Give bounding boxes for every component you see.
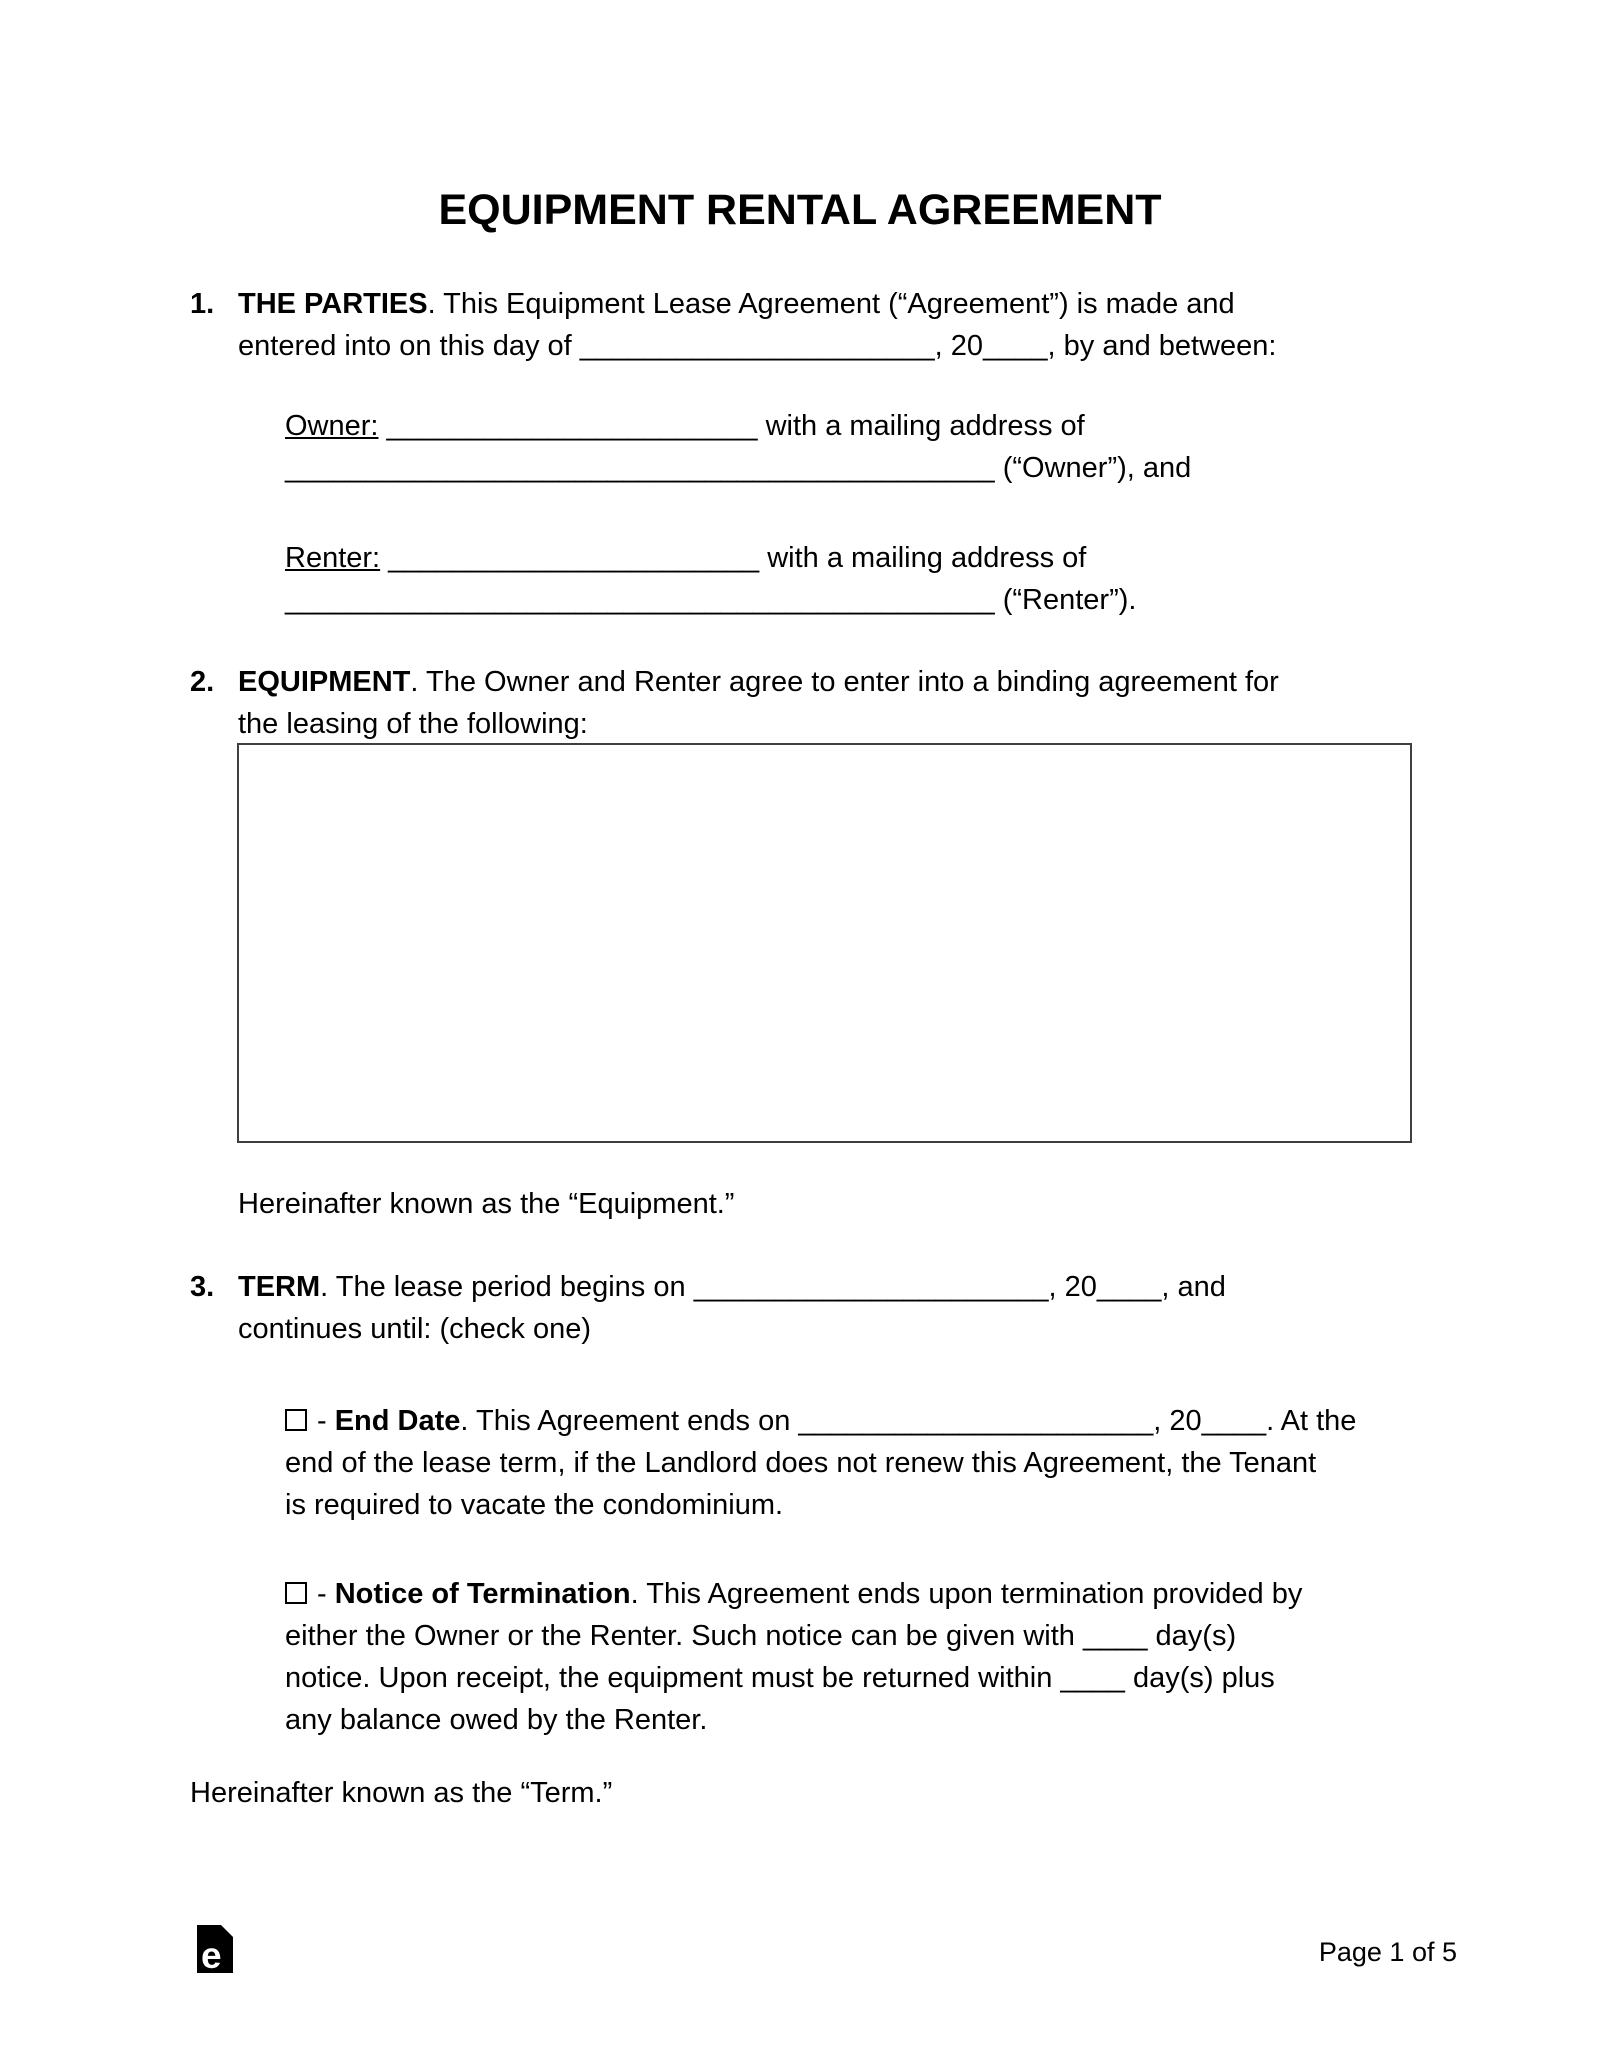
termination-line1-text: . This Agreement ends upon termination provided by — [630, 1578, 1303, 1610]
renter-label: Renter: — [285, 542, 381, 574]
term-hereinafter — [0, 1772, 1600, 1814]
renter-name-blank[interactable]: _______________________ — [388, 542, 760, 574]
eforms-logo — [197, 1925, 233, 1976]
equipment-line-2 — [238, 703, 1600, 745]
equipment-line1-text: . The Owner and Renter agree to enter into a binding agreement for — [410, 666, 1279, 698]
owner-address-blank[interactable]: ____________________________________________ — [285, 452, 995, 484]
renter-line1-post: with a mailing address of — [759, 542, 1087, 574]
owner-label: Owner: — [285, 410, 379, 442]
parties-line2-pre: entered into on this day of — [238, 330, 580, 362]
termination-line2-pre: either the Owner or the Renter. Such notice can be given with — [285, 1620, 1083, 1652]
end-date-heading: End Date — [334, 1405, 461, 1437]
owner-label-space — [378, 410, 386, 442]
termination-line-1 — [285, 1573, 1600, 1615]
parties-line2-post: , by and between: — [1047, 330, 1277, 362]
termination-line-4 — [285, 1699, 1600, 1741]
section-1-number: 1. — [190, 288, 215, 320]
end-date-blank[interactable]: ______________________ — [798, 1405, 1154, 1437]
lease-begin-date-blank[interactable]: ______________________ — [693, 1271, 1049, 1303]
termination-line-2 — [285, 1615, 1600, 1657]
termination-line-3 — [285, 1657, 1600, 1699]
renter-label-space — [380, 542, 388, 574]
equipment-hereinafter-text: Hereinafter known as the “Equipment.” — [238, 1188, 735, 1220]
equipment-description-box[interactable] — [237, 743, 1412, 1143]
agreement-day-blank[interactable]: ______________________ — [579, 330, 935, 362]
end-date-year-blank[interactable]: ____ — [1201, 1405, 1267, 1437]
parties-line-2 — [238, 325, 1600, 367]
document-title: EQUIPMENT RENTAL AGREEMENT — [438, 186, 1162, 234]
return-days-blank[interactable]: ____ — [1060, 1662, 1125, 1694]
termination-sep: - — [317, 1578, 335, 1610]
term-line1-pre: . The lease period begins on — [320, 1271, 694, 1303]
term-hereinafter-text: Hereinafter known as the “Term.” — [190, 1777, 613, 1809]
parties-line-1 — [238, 283, 1600, 325]
term-line2-text: continues until: (check one) — [238, 1313, 592, 1345]
end-date-line-2 — [285, 1442, 1600, 1484]
renter-line-2 — [285, 579, 1600, 621]
notice-days-blank[interactable]: ____ — [1082, 1620, 1148, 1652]
term-line-2 — [238, 1308, 1600, 1350]
end-date-sep: - — [317, 1405, 335, 1437]
lease-begin-year-blank[interactable]: ____ — [1096, 1271, 1162, 1303]
section-3-number: 3. — [190, 1271, 215, 1303]
parties-heading: THE PARTIES — [238, 288, 428, 320]
termination-checkbox[interactable] — [285, 1582, 307, 1604]
end-date-line3-text: is required to vacate the condominium. — [285, 1489, 784, 1521]
term-heading: TERM — [238, 1271, 321, 1303]
end-date-option — [0, 1400, 1600, 1526]
section-term — [0, 1266, 1600, 1350]
section-2-number: 2. — [190, 666, 215, 698]
termination-line3-pre: notice. Upon receipt, the equipment must be returned within — [285, 1662, 1061, 1694]
renter-address-blank[interactable]: ____________________________________________ — [285, 584, 995, 616]
equipment-line-1 — [238, 661, 1600, 703]
equipment-hereinafter — [0, 1183, 1600, 1225]
termination-line4-text: any balance owed by the Renter. — [285, 1704, 708, 1736]
parties-line2-mid: , 20 — [934, 330, 983, 362]
termination-line2-post: day(s) — [1147, 1620, 1237, 1652]
end-date-line1-post: . At the — [1266, 1405, 1357, 1437]
section-the-parties — [0, 283, 1600, 367]
equipment-heading: EQUIPMENT — [238, 666, 411, 698]
renter-line-1 — [285, 537, 1600, 579]
owner-line1-post: with a mailing address of — [757, 410, 1085, 442]
end-date-line1-pre: . This Agreement ends on — [460, 1405, 799, 1437]
section-equipment — [0, 661, 1600, 745]
termination-heading: Notice of Termination — [334, 1578, 631, 1610]
owner-line2-post: (“Owner”), and — [994, 452, 1192, 484]
owner-line-2 — [285, 447, 1600, 489]
end-date-line2-text: end of the lease term, if the Landlord does not renew this Agreement, the Tenant — [285, 1447, 1317, 1479]
equipment-line2-text: the leasing of the following: — [238, 708, 588, 740]
term-line-1 — [238, 1266, 1600, 1308]
term-line1-mid: , 20 — [1048, 1271, 1097, 1303]
renter-line2-post: (“Renter”). — [994, 584, 1137, 616]
renter-block — [0, 537, 1600, 621]
owner-block — [0, 405, 1600, 489]
end-date-line-3 — [285, 1484, 1600, 1526]
termination-option — [0, 1573, 1600, 1741]
parties-line1-text: . This Equipment Lease Agreement (“Agreement”) is made and — [427, 288, 1235, 320]
termination-line3-post: day(s) plus — [1124, 1662, 1275, 1694]
owner-name-blank[interactable]: _______________________ — [386, 410, 758, 442]
agreement-year-blank[interactable]: ____ — [983, 330, 1048, 362]
term-line1-post: , and — [1161, 1271, 1226, 1303]
end-date-line1-mid: , 20 — [1153, 1405, 1202, 1437]
page-fold-icon — [221, 1925, 233, 1937]
end-date-line-1 — [285, 1400, 1600, 1442]
end-date-checkbox[interactable] — [285, 1409, 307, 1431]
page-number-label: Page 1 of 5 — [1318, 1937, 1457, 1967]
eforms-logo-letter: e — [201, 1935, 222, 1976]
owner-line-1 — [285, 405, 1600, 447]
